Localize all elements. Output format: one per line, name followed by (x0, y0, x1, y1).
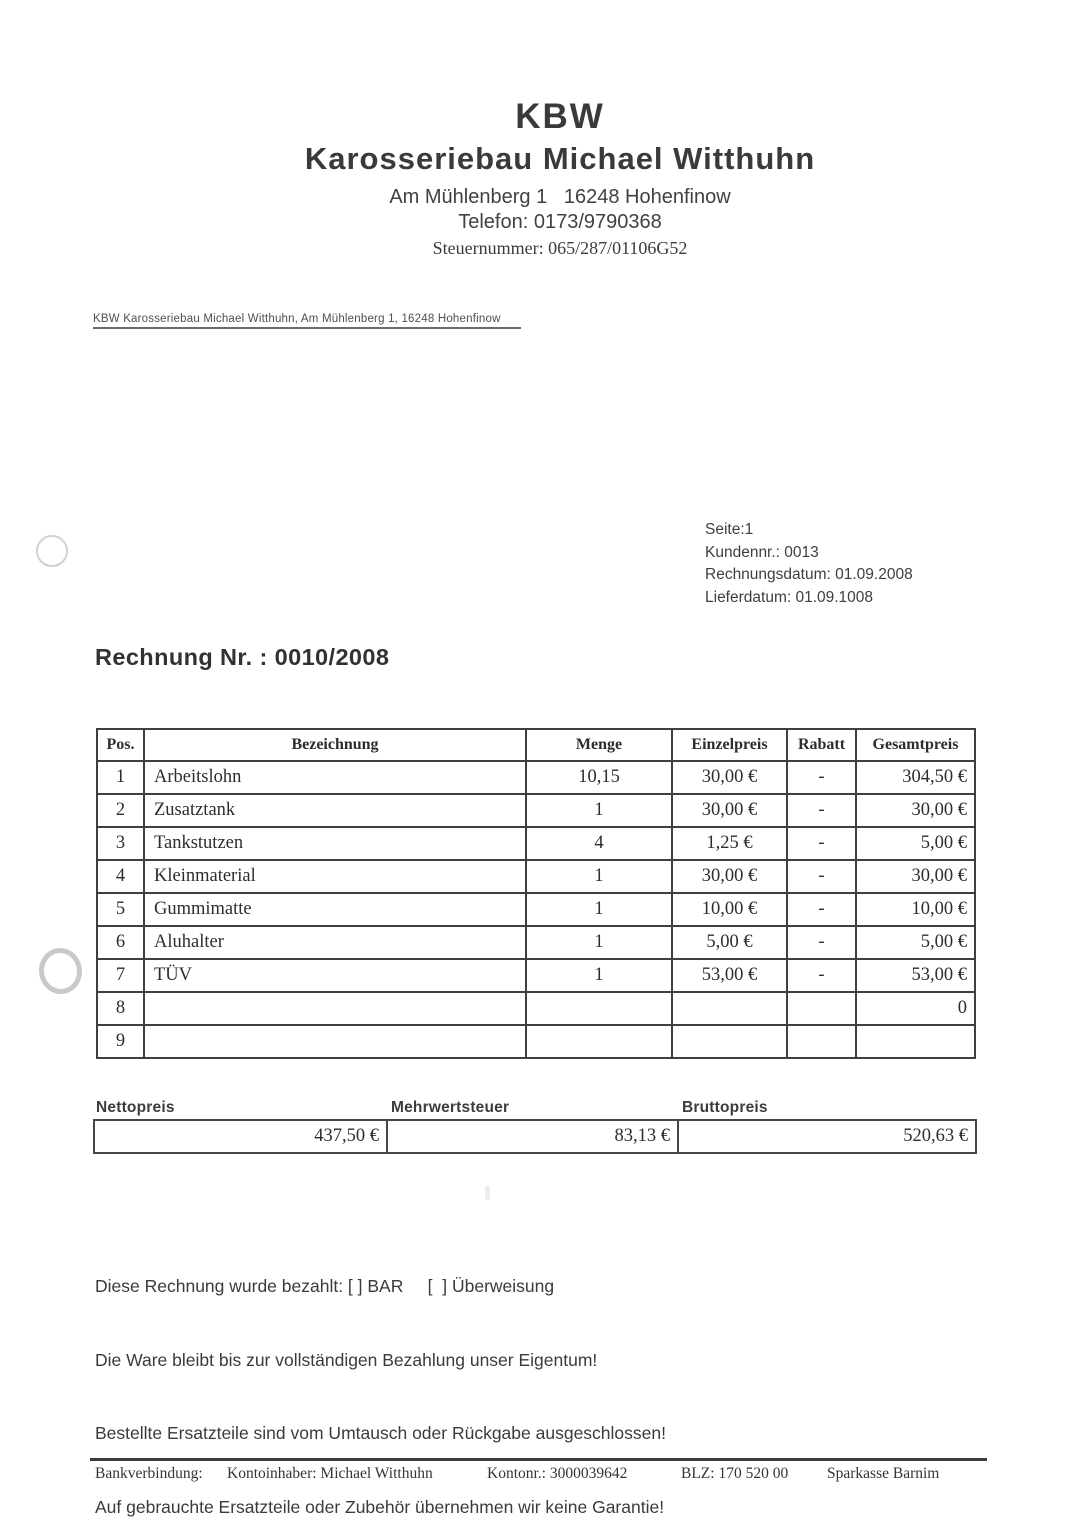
cell-gesamtpreis: 30,00 € (856, 794, 975, 827)
punch-hole-icon (36, 945, 85, 997)
cell-einzelpreis (672, 992, 787, 1025)
table-row (97, 827, 975, 860)
cell-rabatt: - (787, 761, 856, 794)
cell-einzelpreis (672, 1025, 787, 1058)
table-row (97, 1025, 975, 1058)
col-header-einzelpreis: Einzelpreis (672, 729, 787, 761)
invoice-title: Rechnung Nr. : 0010/2008 (95, 644, 390, 670)
table-row (97, 992, 975, 1025)
cell-rabatt: - (787, 794, 856, 827)
sender-return-address: KBW Karosseriebau Michael Witthuhn, Am Mühlenberg 1, 16248 Hohenfinow (93, 313, 521, 329)
cell-menge: 1 (526, 860, 672, 893)
table-row (97, 761, 975, 794)
cell-pos: 8 (97, 992, 144, 1025)
cell-einzelpreis: 30,00 € (672, 860, 787, 893)
delivery-date: Lieferdatum: 01.09.1008 (705, 588, 874, 606)
account-holder: Kontoinhaber: Michael Witthuhn (227, 1465, 433, 1482)
cell-menge: 1 (526, 959, 672, 992)
col-header-bezeichnung: Bezeichnung (144, 729, 526, 761)
company-brand: KBW (515, 97, 605, 136)
cell-menge (526, 992, 672, 1025)
cell-menge: 1 (526, 926, 672, 959)
footer-divider (90, 1458, 987, 1461)
cell-pos: 3 (97, 827, 144, 860)
company-tax-number: Steuernummer: 065/287/01106G52 (432, 238, 688, 258)
invoice-date: Rechnungsdatum: 01.09.2008 (705, 566, 913, 583)
customer-number: Kundennr.: 0013 (705, 543, 819, 561)
account-number: Kontonr.: 3000039642 (487, 1465, 628, 1482)
cell-bezeichnung: Arbeitslohn (144, 761, 526, 794)
cell-menge: 4 (526, 827, 672, 860)
company-name: Karosseriebau Michael Witthuhn (304, 141, 816, 176)
punch-hole-icon (36, 535, 68, 567)
terms-line: Auf gebrauchte Ersatzteile oder Zubehör übernehmen wir keine Garantie! (95, 1496, 665, 1517)
cell-menge (526, 1025, 672, 1058)
cell-bezeichnung: Kleinmaterial (144, 860, 526, 893)
cell-gesamtpreis: 53,00 € (856, 959, 975, 992)
cell-pos: 2 (97, 794, 144, 827)
cell-einzelpreis: 5,00 € (672, 926, 787, 959)
gross-price-label: Bruttopreis (682, 1099, 768, 1116)
table-row (97, 860, 975, 893)
bank-code: BLZ: 170 520 00 (681, 1465, 789, 1482)
page-number: Seite:1 (705, 521, 754, 538)
cell-gesamtpreis: 10,00 € (856, 893, 975, 926)
payment-status-line: Diese Rechnung wurde bezahlt: [ ] BAR [ ] Überweisung (95, 1276, 555, 1296)
cell-rabatt: - (787, 893, 856, 926)
scan-artifact (485, 1186, 490, 1200)
company-phone: Telefon: 0173/9790368 (458, 211, 662, 233)
totals-section (93, 1099, 977, 1154)
cell-gesamtpreis: 5,00 € (856, 926, 975, 959)
cell-pos: 6 (97, 926, 144, 959)
terms-line: Bestellte Ersatzteile sind vom Umtausch oder Rückgabe ausgeschlossen! (95, 1423, 666, 1443)
cell-pos: 7 (97, 959, 144, 992)
gross-price-value: 520,63 € (679, 1119, 977, 1154)
cell-pos: 9 (97, 1025, 144, 1058)
cell-bezeichnung: Aluhalter (144, 926, 526, 959)
cell-einzelpreis: 1,25 € (672, 827, 787, 860)
col-header-pos: Pos. (97, 729, 144, 761)
cell-menge: 1 (526, 794, 672, 827)
table-header-row (97, 729, 975, 761)
cell-bezeichnung: Zusatztank (144, 794, 526, 827)
cell-bezeichnung: Tankstutzen (144, 827, 526, 860)
cell-bezeichnung: TÜV (144, 959, 526, 992)
cell-einzelpreis: 53,00 € (672, 959, 787, 992)
cell-bezeichnung (144, 992, 526, 1025)
cell-rabatt: - (787, 827, 856, 860)
cell-rabatt: - (787, 959, 856, 992)
letterhead (60, 98, 1060, 261)
table-row (97, 893, 975, 926)
vat-value: 83,13 € (388, 1119, 679, 1154)
cell-pos: 1 (97, 761, 144, 794)
cell-menge: 1 (526, 893, 672, 926)
cell-rabatt: - (787, 860, 856, 893)
cell-einzelpreis: 10,00 € (672, 893, 787, 926)
cell-rabatt (787, 992, 856, 1025)
col-header-rabatt: Rabatt (787, 729, 856, 761)
cell-einzelpreis: 30,00 € (672, 794, 787, 827)
bank-connection-label: Bankverbindung: (95, 1465, 203, 1482)
col-header-menge: Menge (526, 729, 672, 761)
cell-einzelpreis: 30,00 € (672, 761, 787, 794)
cell-rabatt (787, 1025, 856, 1058)
col-header-gesamtpreis: Gesamtpreis (856, 729, 975, 761)
items-table (96, 728, 976, 1059)
cell-gesamtpreis: 304,50 € (856, 761, 975, 794)
cell-bezeichnung (144, 1025, 526, 1058)
table-row (97, 959, 975, 992)
cell-bezeichnung: Gummimatte (144, 893, 526, 926)
company-address: Am Mühlenberg 1 16248 Hohenfinow (389, 186, 731, 208)
cell-pos: 4 (97, 860, 144, 893)
invoice-meta (705, 519, 913, 609)
table-row (97, 794, 975, 827)
cell-menge: 10,15 (526, 761, 672, 794)
net-price-value: 437,50 € (93, 1119, 388, 1154)
vat-label: Mehrwertsteuer (391, 1099, 510, 1116)
cell-gesamtpreis: 0 (856, 992, 975, 1025)
net-price-label: Nettopreis (96, 1099, 175, 1116)
cell-pos: 5 (97, 893, 144, 926)
cell-gesamtpreis: 30,00 € (856, 860, 975, 893)
cell-gesamtpreis: 5,00 € (856, 827, 975, 860)
bank-details (0, 1463, 1075, 1487)
bank-name: Sparkasse Barnim (827, 1465, 940, 1482)
cell-gesamtpreis (856, 1025, 975, 1058)
terms-line: Die Ware bleibt bis zur vollständigen Bezahlung unser Eigentum! (95, 1349, 598, 1370)
cell-rabatt: - (787, 926, 856, 959)
table-row (97, 926, 975, 959)
